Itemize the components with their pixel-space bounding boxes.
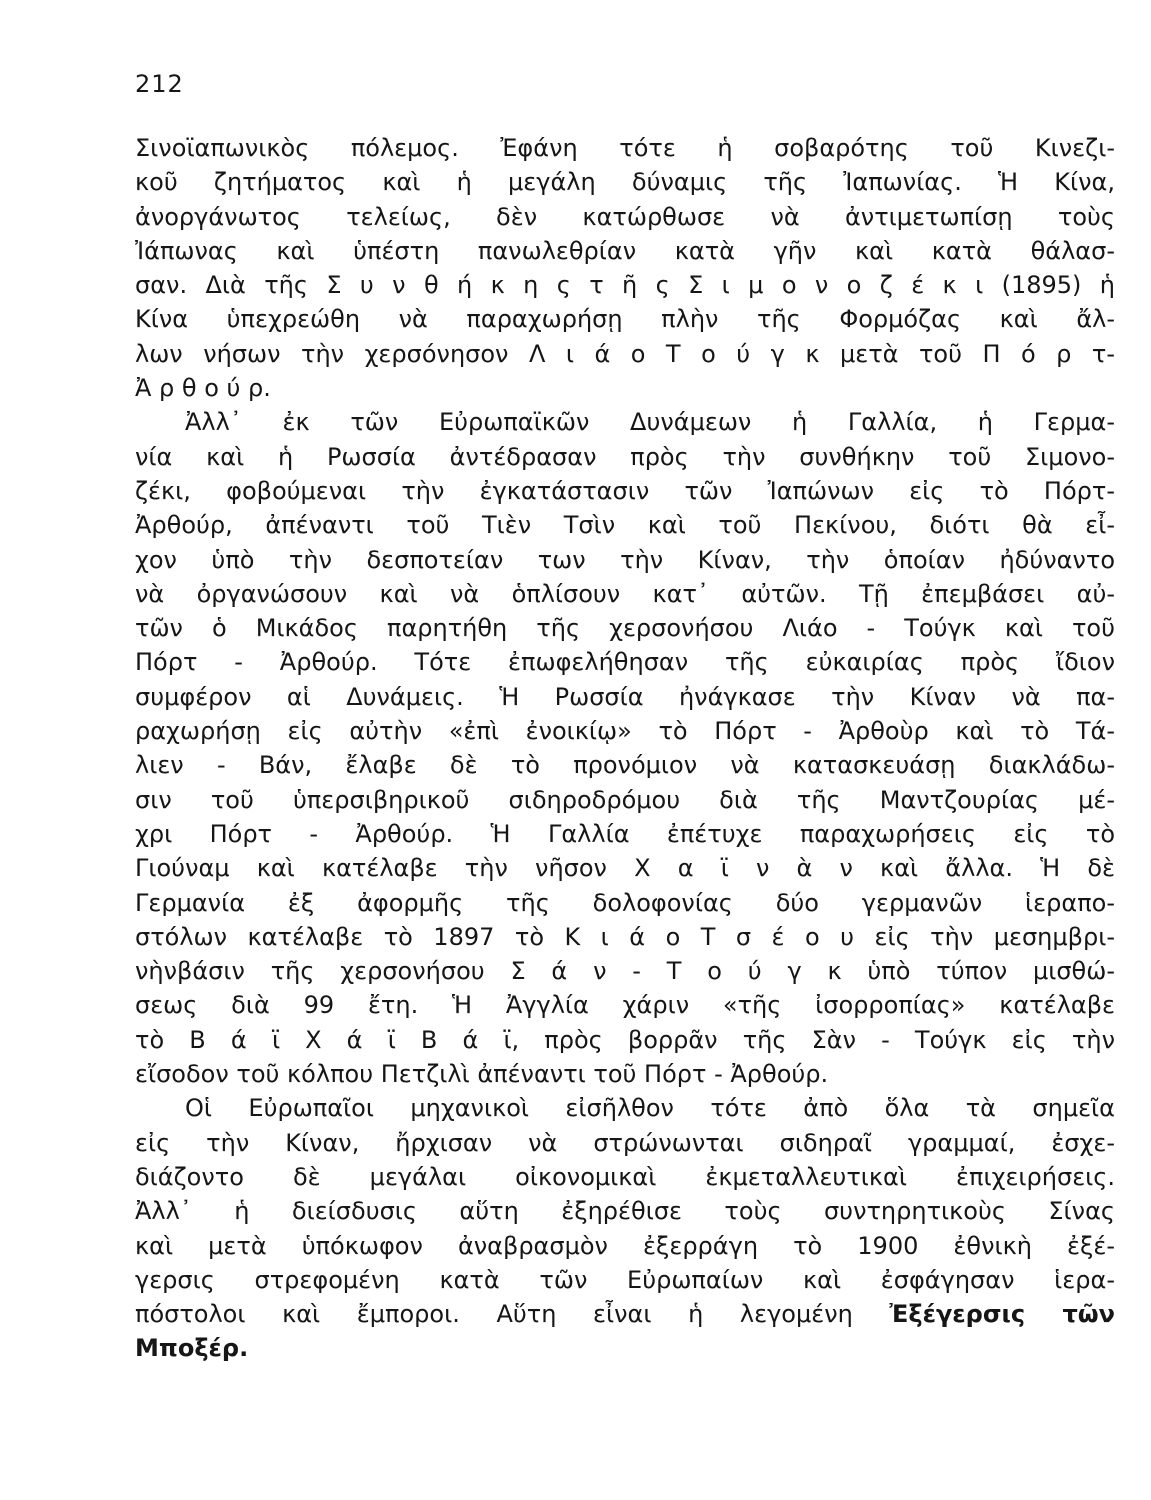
text-line: τὸ Β ά ϊ Χ ά ϊ Β ά ϊ, πρὸς βορρᾶν τῆς Σὰν - Τούγκ εἰς τὴν xyxy=(135,1025,1115,1054)
text-line: νὰ ὀργανώσουν καὶ νὰ ὁπλίσουν κατ᾽ αὐτῶν. Τῇ ἐπεμβάσει αὐ- xyxy=(135,579,1115,608)
text-line: χρι Πόρτ - Ἀρθούρ. Ἡ Γαλλία ἐπέτυχε παραχωρήσεις εἰς τὸ xyxy=(135,819,1115,848)
text-line: Γιούναμ καὶ κατέλαβε τὴν νῆσον Χ α ϊ ν ὰ ν καὶ ἄλλα. Ἡ δὲ xyxy=(135,854,1115,883)
boxer-rebellion-term: Ἐξέγερσις τῶν xyxy=(889,1300,1115,1329)
body-text xyxy=(135,131,1115,1366)
text-line: λιεν - Βάν, ἔλαβε δὲ τὸ προνόμιον νὰ κατασκευάσῃ διακλάδω- xyxy=(135,751,1115,780)
text-line: ἀνοργάνωτος τελείως, δὲν κατώρθωσε νὰ ἀντιμετωπίσῃ τοὺς xyxy=(135,202,1115,231)
text-line: νία καὶ ἡ Ρωσσία ἀντέδρασαν πρὸς τὴν συνθήκην τοῦ Σιμονο- xyxy=(135,442,1115,471)
text-line: ζέκι, φοβούμεναι τὴν ἐγκατάστασιν τῶν Ἰαπώνων εἰς τὸ Πόρτ- xyxy=(135,476,1115,505)
text-line: εἴσοδον τοῦ κόλπου Πετζιλὶ ἀπέναντι τοῦ Πόρτ - Ἀρθούρ. xyxy=(135,1060,829,1089)
text-line: στόλων κατέλαβε τὸ 1897 τὸ Κ ι ά ο Τ σ έ ο υ εἰς τὴν μεσημβρι- xyxy=(135,922,1115,951)
text-line: συμφέρον αἱ Δυνάμεις. Ἡ Ρωσσία ἠνάγκασε τὴν Κίναν νὰ πα- xyxy=(135,682,1115,711)
text-line: εἰς τὴν Κίναν, ἤρχισαν νὰ στρώνωνται σιδηραῖ γραμμαί, ἐσχε- xyxy=(135,1128,1115,1157)
text-line: σεως διὰ 99 ἔτη. Ἡ Ἀγγλία χάριν «τῆς ἰσορροπίας» κατέλαβε xyxy=(135,991,1115,1020)
text-line: καὶ μετὰ ὑπόκωφον ἀναβρασμὸν ἐξερράγη τὸ 1900 ἐθνικὴ ἐξέ- xyxy=(135,1231,1115,1260)
text-line: λων νήσων τὴν χερσόνησον Λ ι ά ο Τ ο ύ γ κ μετὰ τοῦ Π ό ρ τ- xyxy=(135,339,1115,368)
text-line: σαν. Διὰ τῆς Σ υ ν θ ή κ η ς τ ῆ ς Σ ι μ ο ν ο ζ έ κ ι (1895) ἡ xyxy=(135,271,1115,300)
text-line: σιν τοῦ ὑπερσιβηρικοῦ σιδηροδρόμου διὰ τῆς Μαντζουρίας μέ- xyxy=(135,785,1115,814)
text-line: Ἰάπωνας καὶ ὑπέστη πανωλεθρίαν κατὰ γῆν καὶ κατὰ θάλασ- xyxy=(135,236,1115,265)
text-line: Σινοϊαπωνικὸς πόλεμος. Ἐφάνη τότε ἡ σοβαρότης τοῦ Κινεζι- xyxy=(135,134,1115,162)
text-line: Γερμανία ἐξ ἀφορμῆς τῆς δολοφονίας δύο γερμανῶν ἱεραπο- xyxy=(135,888,1115,917)
text-line: Ἀλλ᾽ ἡ διείσδυσις αὕτη ἐξηρέθισε τοὺς συντηρητικοὺς Σίνας xyxy=(135,1197,1115,1226)
text-line: τῶν ὁ Μικάδος παρητήθη τῆς χερσονήσου Λιάο - Τούγκ καὶ τοῦ xyxy=(135,614,1115,643)
paragraph-start-line: Ἀλλ᾽ ἐκ τῶν Εὐρωπαϊκῶν Δυνάμεων ἡ Γαλλία, ἡ Γερμα- xyxy=(185,408,1115,437)
text-line xyxy=(135,1297,1115,1331)
text-line: νὴνβάσιν τῆς χερσονήσου Σ ά ν - Τ ο ύ γ κ ὑπὸ τύπον μισθώ- xyxy=(135,957,1115,986)
text-line: Κίνα ὑπεχρεώθη νὰ παραχωρήσῃ πλὴν τῆς Φορμόζας καὶ ἄλ- xyxy=(135,305,1115,334)
text-line: Πόρτ - Ἀρθούρ. Τότε ἐπωφελήθησαν τῆς εὐκαιρίας πρὸς ἴδιον xyxy=(135,648,1115,677)
text-line: Μποξέρ. xyxy=(135,1334,249,1363)
text-line: ραχωρήσῃ εἰς αὐτὴν «ἐπὶ ἐνοικίῳ» τὸ Πόρτ - Ἀρθοὺρ καὶ τὸ Τά- xyxy=(135,717,1115,746)
text-line: Ἀ ρ θ ο ύ ρ. xyxy=(135,374,271,403)
text-line: Ἀρθούρ, ἀπέναντι τοῦ Τιὲν Τσὶν καὶ τοῦ Πεκίνου, διότι θὰ εἶ- xyxy=(135,511,1115,540)
page-number: 212 xyxy=(135,70,184,98)
text-line-start: πόστολοι καὶ ἔμποροι. Αὕτη εἶναι ἡ λεγομένη xyxy=(135,1300,853,1329)
text-line: κοῦ ζητήματος καὶ ἡ μεγάλη δύναμις τῆς Ἰαπωνίας. Ἡ Κίνα, xyxy=(135,168,1115,197)
paragraph-start-line: Οἱ Εὐρωπαῖοι μηχανικοὶ εἰσῆλθον τότε ἀπὸ ὅλα τὰ σημεῖα xyxy=(185,1094,1115,1123)
text-line: γερσις στρεφομένη κατὰ τῶν Εὐρωπαίων καὶ ἐσφάγησαν ἱερα- xyxy=(135,1265,1115,1294)
text-line: διάζοντο δὲ μεγάλαι οἰκονομικαὶ ἐκμεταλλευτικαὶ ἐπιχειρήσεις. xyxy=(135,1162,1115,1191)
text-line: χον ὑπὸ τὴν δεσποτείαν των τὴν Κίναν, τὴν ὁποίαν ἠδύναντο xyxy=(135,545,1115,574)
